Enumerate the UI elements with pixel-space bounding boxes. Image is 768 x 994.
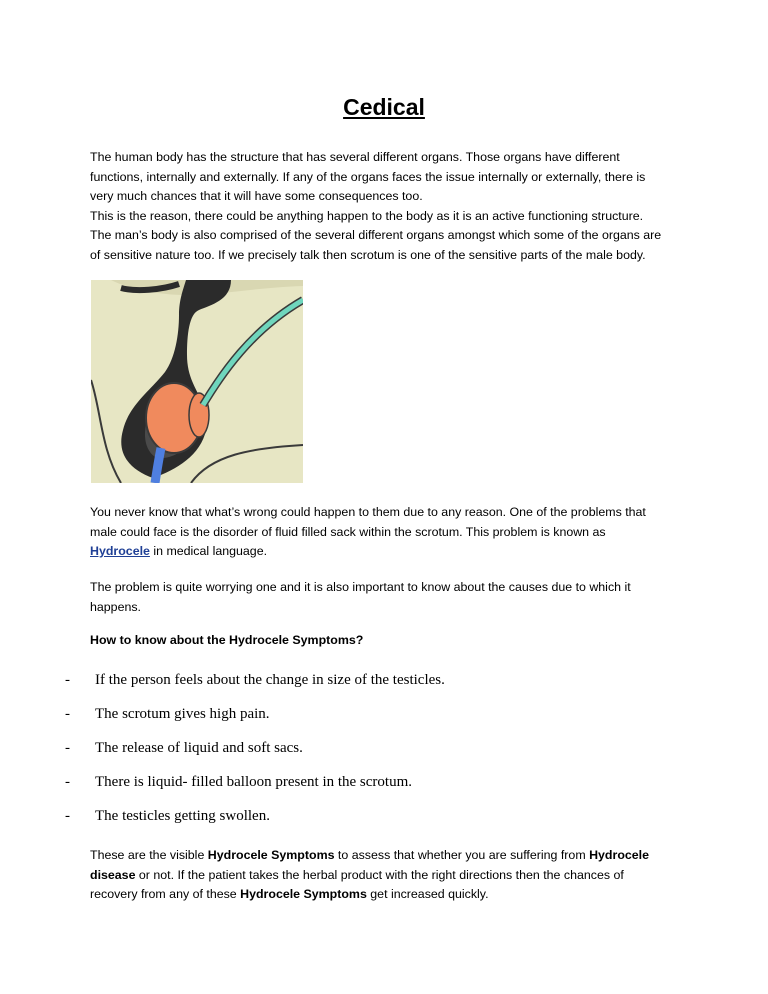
symptom-text: There is liquid- filled balloon present in the scrotum. <box>95 774 413 790</box>
problem-line: You never know that what’s wrong could happen to them due to any reason. One of the problems that <box>90 505 646 519</box>
bullet-dash: - <box>65 672 70 688</box>
problem-line: male could face is the disorder of fluid filled sack within the scrotum. This problem is known as <box>90 524 606 539</box>
hydrocele-illustration <box>91 280 303 483</box>
problem-paragraph <box>90 503 680 562</box>
causes-line: The problem is quite worrying one and it is also important to know about the causes due to which it <box>90 580 631 594</box>
intro-line: of sensitive nature too. If we precisely talk then scrotum is one of the sensitive parts of the male body. <box>90 247 646 262</box>
intro-line: functions, internally and externally. If any of the organs faces the issue internally or externally, there is <box>90 169 646 184</box>
symptom-text: If the person feels about the change in size of the testicles. <box>95 672 445 688</box>
intro-paragraph <box>90 148 680 265</box>
closing-paragraph <box>90 846 680 905</box>
closing-line <box>90 846 680 866</box>
intro-line: very much chances that it will have some consequences too. <box>90 189 423 203</box>
closing-line <box>90 866 680 886</box>
bullet-dash: - <box>65 706 70 722</box>
problem-line-rest: in medical language. <box>149 544 268 558</box>
problem-line <box>90 542 680 562</box>
vein <box>155 448 161 483</box>
closing-bold: Hydrocele Symptoms <box>240 887 367 901</box>
symptom-text: The scrotum gives high pain. <box>95 706 270 722</box>
intro-line: The human body has the structure that has several different organs. Those organs have different <box>90 150 620 164</box>
bullet-dash: - <box>65 740 70 756</box>
closing-bold: disease <box>90 867 136 882</box>
causes-paragraph <box>90 578 680 617</box>
intro-line: This is the reason, there could be anything happen to the body as it is an active functioning structure. <box>90 208 644 223</box>
closing-bold: Hydrocele Symptoms <box>207 848 335 862</box>
page-title: Cedical <box>343 94 425 120</box>
closing-text: These are the visible <box>90 848 208 862</box>
intro-line: The man’s body is also comprised of the several different organs amongst which some of the organs are <box>90 228 662 242</box>
closing-line <box>90 885 680 905</box>
bullet-dash: - <box>65 808 70 824</box>
closing-text: to assess that whether you are suffering from <box>334 848 590 862</box>
closing-bold: Hydrocele <box>589 848 650 862</box>
closing-text: or not. If the patient takes the herbal product with the right directions then the chances of <box>135 867 624 882</box>
hydrocele-link[interactable]: Hydrocele <box>90 544 150 558</box>
bullet-dash: - <box>65 774 70 790</box>
symptom-text: The testicles getting swollen. <box>95 808 270 824</box>
causes-line: happens. <box>90 599 141 614</box>
closing-text: recovery from any of these <box>90 887 241 901</box>
closing-text: get increased quickly. <box>366 887 489 901</box>
symptom-text: The release of liquid and soft sacs. <box>95 740 303 756</box>
symptoms-heading: How to know about the Hydrocele Symptoms? <box>90 633 364 647</box>
